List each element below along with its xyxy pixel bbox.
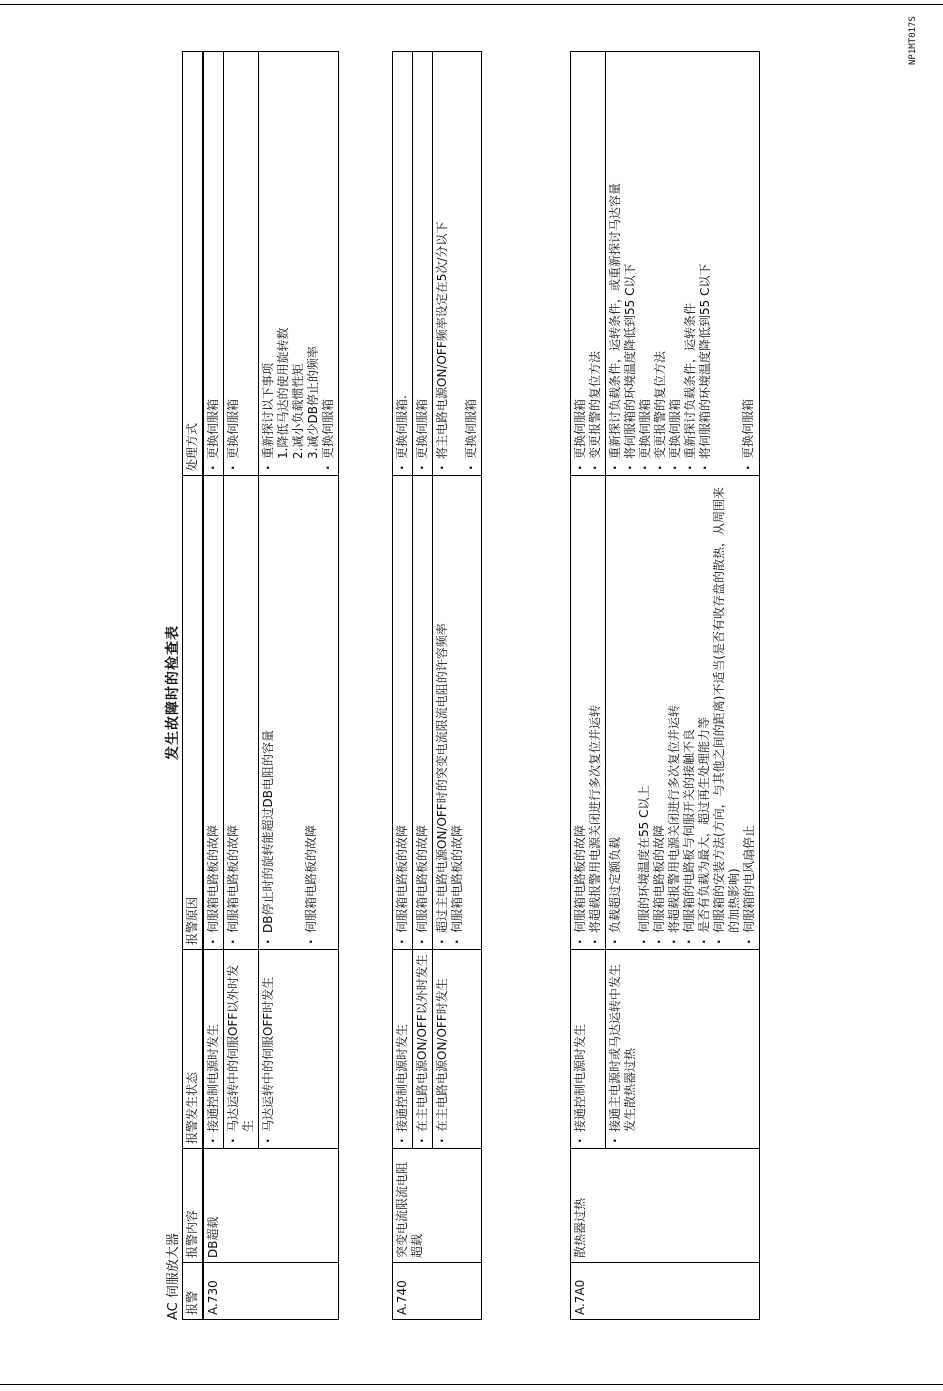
cause-text: · 将超载报警用电源关闭进行多次复位并运转 <box>588 480 603 945</box>
cause-text: · DB停止时的旋转能超过DB电阻的容量 <box>261 480 276 945</box>
state-text: · 接通控制电源时发生 <box>573 954 588 1144</box>
table-row <box>203 52 224 1320</box>
action-text: · 更换伺服箱. <box>395 56 410 471</box>
action-text: · 更换伺服箱 <box>226 56 241 471</box>
action-subitem: 1.降低马达的使用旋转数 <box>276 327 290 459</box>
table-row <box>413 52 433 1320</box>
cause-text: · 伺服的环境温度在55 C以上 <box>637 480 652 945</box>
state-text: · 马达运转中的伺服OFF时发生 <box>261 954 276 1144</box>
action-text: · 更换伺服箱 <box>741 56 756 471</box>
action-text: · 更换伺服箱 <box>415 56 430 471</box>
cause-text: · 将超载报警用电源关闭进行多次复位并运转 <box>667 480 682 945</box>
section-title: AC 伺服放大器 <box>166 1233 181 1320</box>
rotated-page <box>160 16 930 1320</box>
top-rule <box>0 4 943 5</box>
action-subitem: 2.减小负载惯性矩 <box>291 363 305 459</box>
action-text: · 重新探讨以下事项 <box>261 56 276 471</box>
cause-text: · 伺服箱的电路板与伺服开关的接触不良 <box>682 480 697 945</box>
cause-text: · 伺服箱电路板的故障 <box>206 480 221 945</box>
table-row <box>606 52 760 1320</box>
state-text: · 在主电路电源ON/OFF以外时发生 <box>415 954 430 1144</box>
action-subitem: 3.减少DB停止的频率 <box>306 346 320 459</box>
action-text: · 更换伺服箱 <box>321 56 336 471</box>
cause-text: · 超过主电路电源ON/OFF时的突变电流限流电阻的许容频率 <box>435 480 450 945</box>
cause-text: · 是否有负载为最大，超过再生处理能力等 <box>697 480 712 945</box>
cause-text: · 伺服箱电路板的故障 <box>450 480 465 945</box>
table-row <box>259 52 339 1320</box>
cause-text: · 伺服箱电路板的故障 <box>395 480 410 945</box>
page-title: 发生故障时的检查表 <box>165 625 181 760</box>
action-text: · 将伺服箱的环境温度降低到55 C以下 <box>623 56 638 471</box>
action-text: · 更换伺服箱 <box>206 56 221 471</box>
bottom-rule <box>0 1384 943 1385</box>
header-alarm: 报警 <box>183 1263 204 1320</box>
action-text: · 更换伺服箱 <box>668 56 683 471</box>
alarm-table-a730 <box>182 51 339 1320</box>
figure-code: NP1MT017S <box>908 16 918 65</box>
table-row <box>571 52 606 1320</box>
cause-text: · 伺服箱的安装方法(方向，与其他之间的距离)不适当(是否有收存盘的散热，从周围来的加热影响) <box>712 480 742 945</box>
cause-text: · 伺服箱电路板的故障 <box>573 480 588 945</box>
header-alarm-content: 报警内容 <box>183 1149 204 1263</box>
cause-text: · 伺服箱电路板的故障 <box>304 480 319 945</box>
action-text: · 更换伺服箱 <box>573 56 588 471</box>
action-text: · 将主电路电源ON/OFF频率设定在5次/分以下 <box>435 56 450 471</box>
state-text: · 接通主电源时或马达运转中发生发生散热器过热 <box>608 954 638 1144</box>
action-text: · 重新探讨负载条件，运转条件 <box>683 56 698 471</box>
header-state: 报警发生状态 <box>183 950 204 1149</box>
action-text: · 变更报警的复位方法 <box>653 56 668 471</box>
cause-text: · 伺服箱电路板的故障 <box>652 480 667 945</box>
alarm-name: DB超载 <box>203 1149 339 1263</box>
header-action: 处理方式 <box>183 52 204 476</box>
action-text: · 更换伺服箱 <box>464 56 479 471</box>
alarm-code: A.7A0 <box>571 1263 760 1320</box>
cause-text: · 负载超过定额负载 <box>608 480 623 945</box>
table-header <box>183 52 204 1320</box>
alarm-name: 散热器过热 <box>571 1149 760 1263</box>
state-text: · 接通控制电源时发生 <box>206 954 221 1144</box>
state-text: · 接通控制电源时发生 <box>395 954 410 1144</box>
alarm-code: A.730 <box>203 1263 339 1320</box>
action-text: · 重新探讨负载条件，运转条件，或重新探讨马达容量 <box>608 56 623 471</box>
table-row <box>393 52 413 1320</box>
state-text: · 在主电路电源ON/OFF时发生 <box>435 954 450 1144</box>
alarm-name: 突变电流限流电阻超载 <box>393 1149 482 1263</box>
action-text: · 变更报警的复位方法 <box>588 56 603 471</box>
alarm-table-a740 <box>392 51 482 1320</box>
cause-text: · 伺服箱电路板的故障 <box>415 480 430 945</box>
alarm-table-a7a0 <box>570 51 760 1320</box>
alarm-code: A.740 <box>393 1263 482 1320</box>
cause-text: · 伺服箱电路板的故障 <box>226 480 241 945</box>
action-text: · 更换伺服箱 <box>638 56 653 471</box>
table-row <box>224 52 259 1320</box>
action-text: · 将伺服箱的环境温度降低到55 C以下 <box>698 56 713 471</box>
state-text: · 马达运转中的伺服OFF以外时发生 <box>226 954 256 1144</box>
header-cause: 报警原因 <box>183 476 204 950</box>
cause-text: · 伺服箱的电风扇停止 <box>742 480 757 945</box>
table-row <box>433 52 482 1320</box>
